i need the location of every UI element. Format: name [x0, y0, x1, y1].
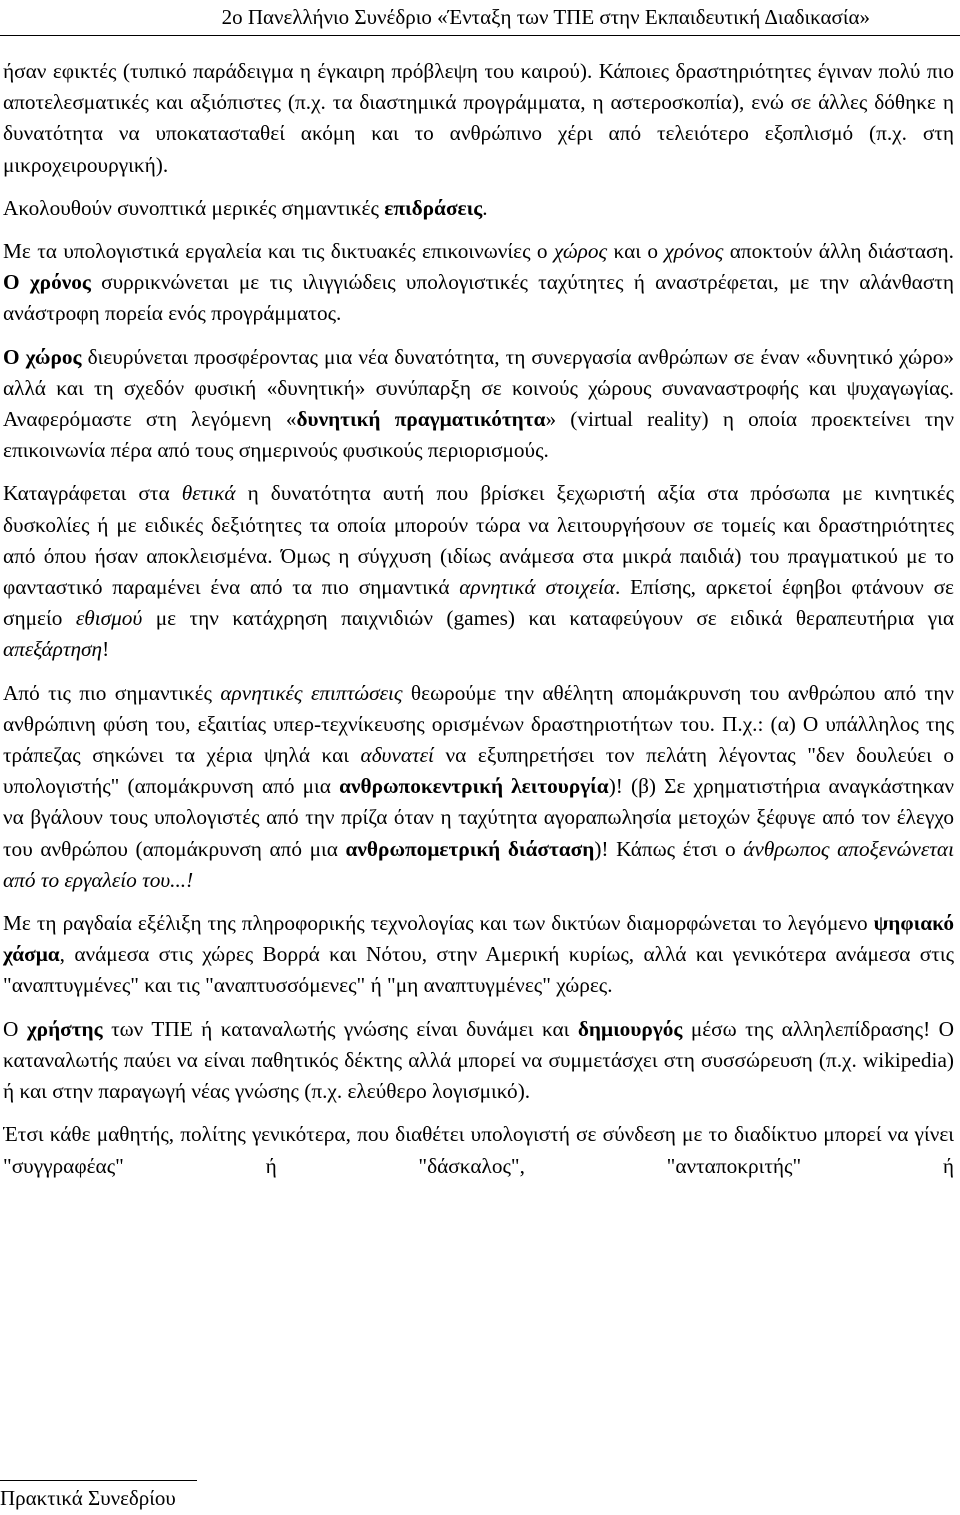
text-run: ήσαν εφικτές (τυπικό παράδειγμα η έγκαιρη πρόβλεψη του καιρού). Κάποιες δραστηριότητες έγιναν πολύ πιο αποτελεσματικές και αξιόπιστες (π.χ. τα διαστημικά προγράμματα, η αστεροσκοπία), ενώ σε άλλες δόθηκε η δυνατότητα να υποκατασταθεί ακόμη και το ανθρώπινο χέρι από τελειότερο εξοπλισμό (π.χ. στη μικροχειρουργική).: [3, 59, 954, 177]
italic-text: άνθρωπος αποξενώνεται από το εργαλείο του...!: [3, 836, 954, 892]
paragraph: [3, 908, 954, 1002]
bold-text: Ο χρόνος: [3, 270, 91, 295]
running-header: [0, 0, 960, 40]
text-run: !: [102, 637, 110, 662]
paragraph: [3, 478, 954, 665]
text-run: Ο: [3, 1016, 27, 1041]
bold-text: επιδράσεις: [384, 195, 483, 220]
document-body: [3, 56, 954, 1181]
italic-text: εθισμού: [75, 606, 143, 631]
paragraph: [3, 678, 954, 896]
bold-text: ανθρωπομετρική διάσταση: [345, 836, 595, 861]
text-run: Από τις πιο σημαντικές: [3, 680, 221, 705]
text-run: μέσω της αλληλεπίδρασης! Ο καταναλωτής παύει να είναι παθητικός δέκτης αλλά μπορεί να συμμετάσχει στη συσσώρευση (π.χ. wikipedia) ή και στην παραγωγή νέας γνώσης (π.χ. ελεύθερο λογισμικό).: [3, 1016, 954, 1104]
text-run: αποκτούν άλλη διάσταση.: [723, 239, 954, 264]
text-run: » (virtual reality) η οποία προεκτείνει την επικοινωνία πέρα από τους σημερινούς φυσικούς περιορισμούς.: [3, 407, 954, 463]
text-run: Έτσι κάθε μαθητής, πολίτης γενικότερα, που διαθέτει υπολογιστή σε σύνδεση με το διαδίκτυο μπορεί να γίνει "συγγραφέας" ή "δάσκαλος", "ανταποκριτής" ή: [3, 1122, 954, 1178]
bold-text: ψηφιακό χάσμα: [3, 911, 954, 967]
text-run: )! (β) Σε χρηματιστήρια αναγκάστηκαν να βγάλουν τους υπολογιστές από την πρίζα όταν η ταχύτητα αγοραπωλησία μετοχών ξέφυγε από τον έλεγχο του ανθρώπου (απομάκρυνση από μια: [3, 774, 955, 861]
paragraph: [3, 1119, 954, 1181]
text-run: . Επίσης, αρκετοί έφηβοι φτάνουν σε σημείο: [3, 575, 954, 631]
text-run: να εξυπηρετήσει τον πελάτη λέγοντας "δεν δουλεύει ο υπολογιστής" (απομάκρυνση από μια: [3, 743, 955, 799]
text-run: Με τη ραγδαία εξέλιξη της πληροφορικής τεχνολογίας και των δικτύων διαμορφώνεται το λεγόμενο: [3, 911, 874, 936]
running-footer: [0, 1484, 176, 1512]
text-run: με την κατάχρηση παιχνιδιών (games) και καταφεύγουν σε ειδικά θεραπευτήρια για: [142, 606, 954, 631]
text-run: συρρικνώνεται με τις ιλιγγιώδεις υπολογιστικές ταχύτητες ή αναστρέφεται, με την αλάνθαστη ανάστροφη πορεία ενός προγράμματος.: [3, 270, 955, 326]
bold-text: δυνητική πραγματικότητα: [296, 407, 546, 432]
bold-text: Ο χώρος: [3, 344, 82, 369]
bold-text: ανθρωποκεντρική λειτουργία: [339, 774, 609, 799]
text-run: και ο: [607, 239, 665, 264]
footer-divider: [0, 1480, 197, 1481]
text-run: διευρύνεται προσφέροντας μια νέα δυνατότητα, τη συνεργασία ανθρώπων σε έναν «δυνητικό χώρο» αλλά και τη σχεδόν φυσική «δυνητική» συνύπαρξη σε κοινούς χώρους συναναστροφής και ψυχαγωγίας. Αναφερόμαστε στη λεγόμενη «: [3, 344, 954, 432]
bold-text: δημιουργός: [577, 1016, 683, 1041]
italic-text: χρόνος: [664, 239, 724, 264]
text-run: )! Κάπως έτσι ο: [594, 836, 744, 861]
paragraph: [3, 236, 954, 330]
text-run: θεωρούμε την αθέλητη απομάκρυνση του ανθρώπου από την ανθρώπινη φύση του, εξαιτίας υπερ-τεχνίκευσης ορισμένων δραστηριοτήτων του. Π.χ.: (α) Ο υπάλληλος της τράπεζας σηκώνει τα χέρια ψηλά και: [3, 680, 954, 768]
header-divider: [0, 35, 960, 36]
bold-text: χρήστης: [26, 1016, 103, 1041]
text-run: , ανάμεσα στις χώρες Βορρά και Νότου, στην Αμερική κυρίως, αλλά και γενικότερα ανάμεσα στις "αναπτυγμένες" και τις "αναπτυσσόμενες" ή "μη αναπτυγμένες" χώρες.: [3, 942, 954, 998]
italic-text: θετικά: [181, 481, 236, 506]
text-run: Καταγράφεται στα: [3, 481, 182, 506]
text-run: .: [482, 195, 488, 220]
italic-text: αρνητικά στοιχεία: [459, 575, 615, 600]
text-run: Ακολουθούν συνοπτικά μερικές σημαντικές: [3, 195, 385, 220]
text-run: Με τα υπολογιστικά εργαλεία και τις δικτυακές επικοινωνίες ο: [3, 239, 554, 264]
italic-text: αρνητικές επιπτώσεις: [220, 680, 403, 705]
conference-title: 2ο Πανελλήνιο Συνέδριο «Ένταξη των ΤΠΕ στην Εκπαιδευτική Διαδικασία»: [221, 5, 870, 29]
text-run: η δυνατότητα αυτή που βρίσκει ξεχωριστή αξία στα πρόσωπα με κινητικές δυσκολίες ή με ειδικές δεξιότητες τα οποία μπορούν τώρα να λειτουργήσουν σε τομείς και δραστηριότητες από όπου ήσαν αποκλεισμένα. Όμως η σύγχυση (ιδίως ανάμεσα στα μικρά παιδιά) του πραγματικού με το φανταστικό παραμένει ένα από τα πιο σημαντικά: [3, 481, 955, 600]
paragraph: [3, 342, 954, 467]
italic-text: χώρος: [553, 239, 608, 264]
italic-text: αδυνατεί: [360, 743, 434, 768]
footer-label: Πρακτικά Συνεδρίου: [0, 1486, 176, 1510]
paragraph: [3, 1014, 954, 1108]
italic-text: απεξάρτηση: [3, 637, 103, 662]
text-run: των ΤΠΕ ή καταναλωτής γνώσης είναι δυνάμει και: [102, 1016, 578, 1041]
paragraph: [3, 56, 954, 181]
paragraph: [3, 193, 954, 224]
